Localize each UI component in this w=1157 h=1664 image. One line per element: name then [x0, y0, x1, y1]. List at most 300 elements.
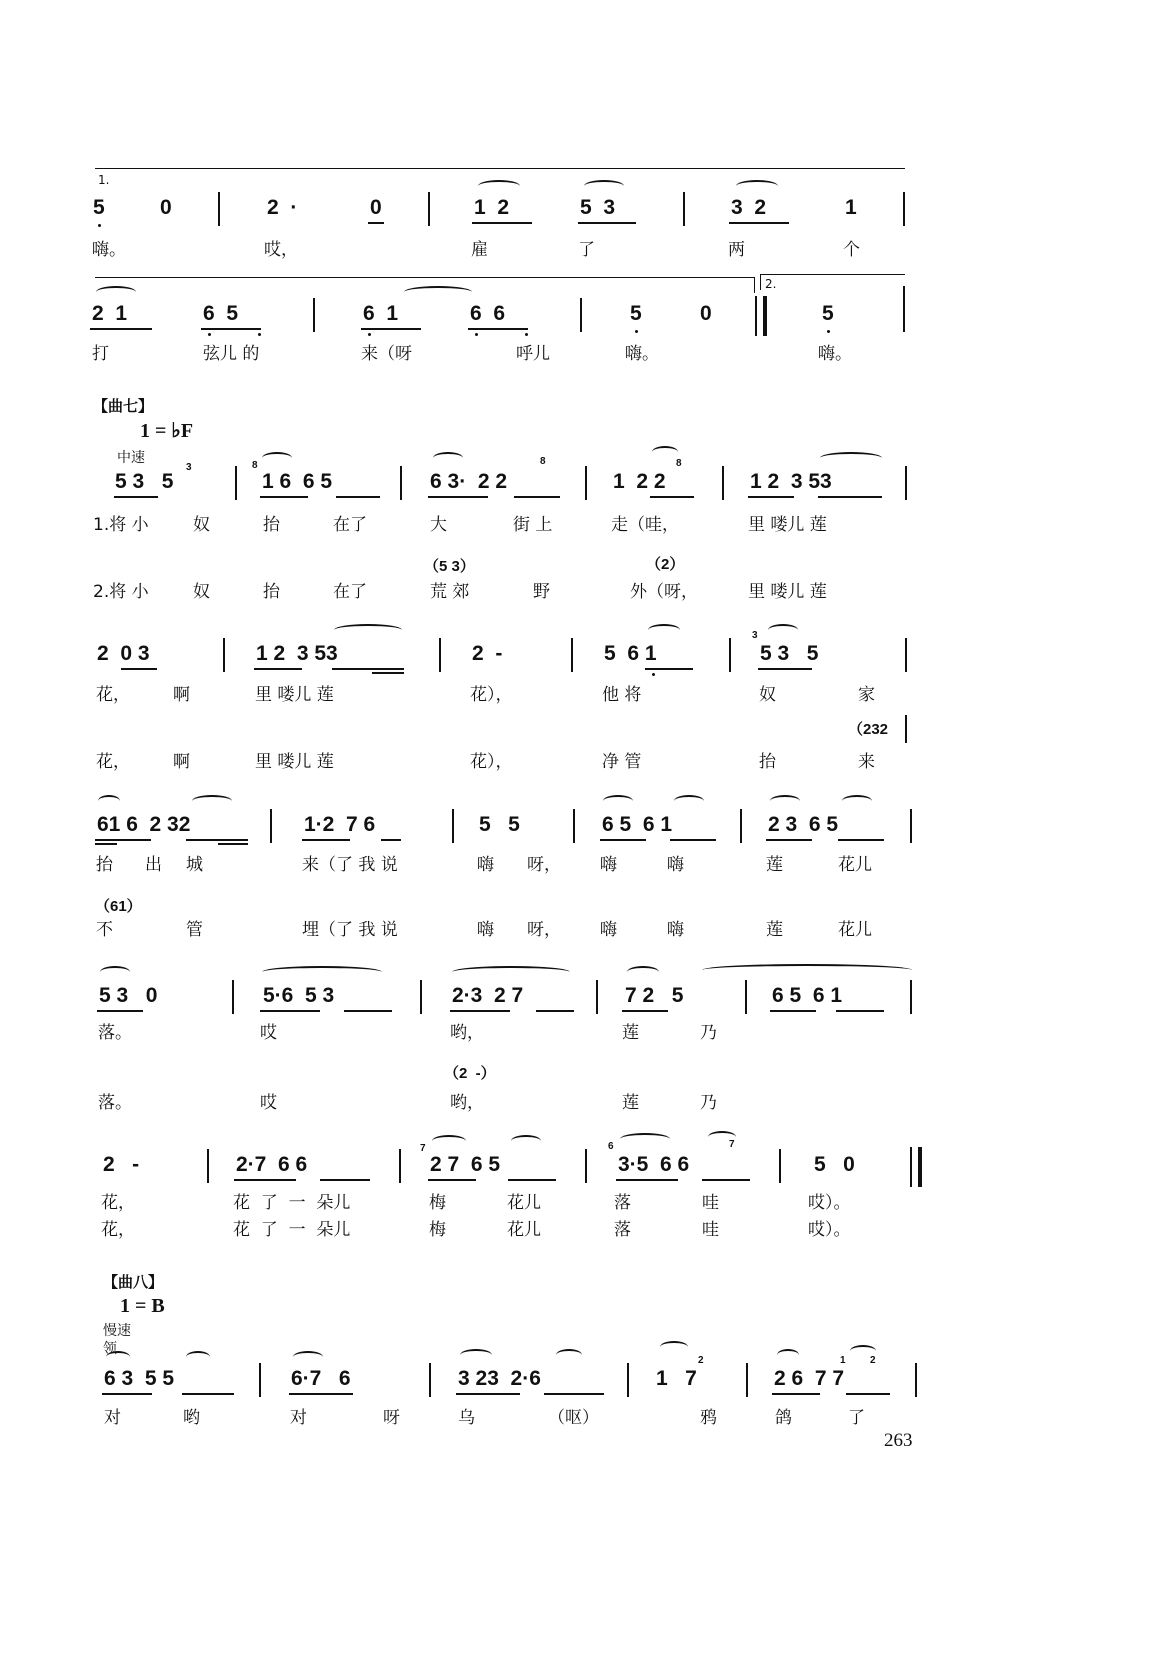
lyric: 埋（了 我 说	[302, 920, 398, 940]
lyric: 在了	[333, 515, 367, 535]
lyric: 外（呀，	[630, 582, 698, 602]
lyric: 花儿	[838, 920, 872, 940]
grace-note: 8	[540, 456, 546, 467]
underline	[456, 1393, 520, 1395]
lyric: 花），	[470, 685, 513, 705]
barline	[420, 980, 422, 1014]
lyric: 哎	[260, 1093, 277, 1113]
low-octave-dot	[827, 330, 830, 333]
barline	[207, 1149, 209, 1183]
notes-6-5: 6 5	[203, 302, 239, 325]
underline	[336, 496, 380, 498]
slur	[262, 966, 382, 978]
lyric: 个	[843, 240, 860, 260]
lyric: 莲	[766, 920, 783, 940]
lyric: 花，	[101, 1220, 135, 1240]
lyric: 2.将 小	[93, 582, 149, 602]
lyric: 家	[858, 685, 875, 705]
lyric: 哇	[702, 1220, 719, 1240]
lyric: 嗨。	[625, 344, 659, 364]
lyric: 哟	[183, 1408, 200, 1428]
low-octave-dot	[258, 333, 261, 336]
notes: 3 23 2·6	[458, 1367, 541, 1390]
section-title-qu8: 【曲八】	[103, 1273, 164, 1291]
notes: 5 3 5	[760, 642, 819, 665]
barline	[779, 1149, 781, 1183]
slur	[98, 795, 120, 807]
lyric: 打	[92, 344, 109, 364]
slur	[736, 180, 778, 192]
barline	[910, 809, 912, 843]
notes: 1 2 3 53	[750, 470, 832, 493]
slur	[556, 1349, 582, 1361]
underline	[381, 839, 401, 841]
underline	[361, 328, 421, 330]
slur	[842, 795, 872, 807]
notes: 2 7 6 5	[430, 1153, 501, 1176]
tempo-marking: 中速	[117, 450, 145, 466]
key-signature: 1 = B	[120, 1295, 165, 1317]
underline	[97, 1010, 143, 1012]
lyric: 落。	[98, 1093, 132, 1113]
note-rest: 0	[160, 196, 172, 219]
lyric: 来（了 我 说	[302, 855, 398, 875]
underline	[838, 839, 884, 841]
lyric: 哎）。	[808, 1193, 851, 1213]
lyric: 弦儿 的	[203, 344, 260, 364]
barline	[585, 1149, 587, 1183]
barline	[400, 466, 402, 500]
slur	[460, 1349, 492, 1361]
lyric: 来（呀	[361, 344, 412, 364]
grace-note: 2	[698, 1355, 704, 1366]
barline	[429, 1363, 431, 1397]
notes: 1 2 3 53	[256, 642, 338, 665]
barline	[729, 638, 731, 672]
lyric: 啊	[173, 685, 190, 705]
barline	[722, 466, 724, 500]
slur	[768, 624, 798, 636]
slur	[674, 795, 704, 807]
underline	[260, 496, 308, 498]
slur	[186, 1351, 210, 1363]
lyric: 梅	[429, 1193, 446, 1213]
barline	[745, 980, 747, 1014]
lyric: 两	[728, 240, 745, 260]
barline	[571, 638, 573, 672]
lyric: 来	[858, 752, 875, 772]
key-signature: 1 = ♭F	[140, 420, 194, 442]
lyric: 野	[533, 582, 550, 602]
slur	[433, 452, 463, 464]
lyric: 嗨	[667, 920, 684, 940]
underline	[508, 1179, 556, 1181]
volta-1-label: 1.	[98, 173, 110, 187]
note-5: 5	[93, 196, 105, 219]
slur	[603, 795, 633, 807]
barline	[903, 192, 905, 226]
slur	[432, 1135, 466, 1147]
underline	[428, 1179, 476, 1181]
underline	[344, 1010, 392, 1012]
notes: 6·7 6	[291, 1367, 351, 1390]
note-rest: 0	[370, 196, 382, 219]
underline	[182, 1393, 234, 1395]
repeat-end-barline	[755, 296, 767, 336]
slur	[660, 1341, 688, 1353]
note-rest: 0	[700, 302, 712, 325]
slur	[106, 1351, 130, 1363]
lyric: 了	[848, 1408, 865, 1428]
notes: 1 7	[656, 1367, 697, 1390]
underline	[766, 839, 812, 841]
slur	[334, 624, 402, 636]
grace-note: 3	[752, 630, 758, 641]
lyric: 街 上	[513, 515, 553, 535]
notes: 1 6 6 5	[262, 470, 333, 493]
barline	[270, 809, 272, 843]
lyric: 花），	[470, 752, 513, 772]
lyric: 花 了 一 朵儿	[233, 1220, 351, 1240]
notes: 3·5 6 6	[618, 1153, 690, 1176]
underline	[702, 1179, 750, 1181]
underline	[95, 843, 117, 845]
underline	[186, 839, 248, 841]
note-2-dotted: 2 ·	[267, 196, 298, 219]
notes: 7 2 5	[625, 984, 684, 1007]
underline	[836, 1010, 884, 1012]
notation-line-cont-1	[0, 196, 1157, 236]
underline	[670, 839, 716, 841]
lyric: 抬	[759, 752, 776, 772]
barline	[439, 638, 441, 672]
lyric: 乃	[700, 1093, 717, 1113]
slur	[293, 1351, 323, 1363]
barline	[585, 466, 587, 500]
lyric: 梅	[429, 1220, 446, 1240]
grace-note: 7	[420, 1143, 426, 1154]
notes: 5 6 1	[604, 642, 657, 665]
lyric: 花儿	[507, 1220, 541, 1240]
barline	[452, 809, 454, 843]
lyric: 鸽	[775, 1408, 792, 1428]
lyric: 里 喽儿 莲	[255, 685, 334, 705]
lyric: 里 喽儿 莲	[748, 582, 827, 602]
slur	[262, 452, 292, 464]
volta-1-bracket-top	[95, 168, 905, 169]
alt-notes: （2 -）	[444, 1065, 496, 1082]
underline	[372, 672, 404, 674]
lyric: 哟，	[450, 1023, 484, 1043]
underline	[600, 839, 646, 841]
lyric: 1.将 小	[93, 515, 149, 535]
lyric: 嗨	[477, 855, 494, 875]
underline	[114, 496, 158, 498]
slur	[708, 1131, 736, 1143]
role-marking: 领	[103, 1341, 117, 1357]
notation-line-qu7-2	[0, 630, 1157, 682]
lyric: 花，	[96, 685, 130, 705]
notes: 2 6 7 7	[774, 1367, 845, 1390]
slur	[652, 446, 678, 458]
lyric: 花，	[96, 752, 130, 772]
notes: 2 -	[103, 1153, 140, 1176]
lyric: 管	[186, 920, 203, 940]
lyric: 了	[578, 240, 595, 260]
low-octave-dot	[525, 333, 528, 336]
grace-note: 6	[608, 1141, 614, 1152]
notes: 2 3 6 5	[768, 813, 839, 836]
notes: 6 5 6 1	[602, 813, 673, 836]
low-octave-dot	[475, 333, 478, 336]
lyric: 抬	[263, 582, 280, 602]
underline	[578, 222, 636, 224]
lyric: 花儿	[507, 1193, 541, 1213]
lyric: 抬	[96, 855, 113, 875]
lyric: 嗨	[600, 920, 617, 940]
notes: 2·3 2 7	[452, 984, 524, 1007]
underline	[201, 328, 261, 330]
slur	[452, 966, 570, 978]
note-5: 5	[630, 302, 642, 325]
notation-line-qu7-4	[0, 984, 1157, 1024]
lyric: 雇	[471, 240, 488, 260]
lyric: 落	[614, 1193, 631, 1213]
slur	[620, 1133, 670, 1145]
underline	[260, 1010, 320, 1012]
barline	[903, 286, 905, 332]
lyric: 呀	[383, 1408, 400, 1428]
notes: 5 0	[814, 1153, 855, 1176]
page-number: 263	[884, 1430, 913, 1451]
slur	[511, 1135, 541, 1147]
lyric: 里 喽儿 莲	[748, 515, 827, 535]
underline	[320, 1179, 370, 1181]
slur	[820, 452, 882, 464]
lyric: 他 将	[602, 685, 642, 705]
underline	[616, 1179, 678, 1181]
underline	[622, 1010, 668, 1012]
notation-line-qu8-1	[0, 1355, 1157, 1407]
volta-2-bracket-top	[760, 274, 905, 275]
alt-notes: （232	[848, 721, 889, 738]
notes: 1·2 7 6	[304, 813, 376, 836]
barline	[573, 809, 575, 843]
notes: 5 5	[479, 813, 520, 836]
lyric: 呼儿	[516, 344, 550, 364]
underline	[121, 668, 157, 670]
underline	[772, 1393, 820, 1395]
lyric: 落	[614, 1220, 631, 1240]
notes: 2 0 3	[97, 642, 150, 665]
notes-6-6: 6 6	[470, 302, 506, 325]
barline	[905, 466, 907, 500]
barline	[313, 298, 315, 332]
note-1: 1	[845, 196, 857, 219]
barline	[905, 715, 907, 743]
underline	[102, 1393, 152, 1395]
notes: 2 -	[472, 642, 503, 665]
notation-line-cont-2	[0, 302, 1157, 342]
tempo-marking: 慢速	[103, 1323, 131, 1339]
lyric: 莲	[766, 855, 783, 875]
notes-6-1: 6 1	[363, 302, 399, 325]
slur	[478, 180, 520, 192]
slur	[770, 795, 800, 807]
lyric: 净 管	[602, 752, 642, 772]
notation-line-qu7-5	[0, 1139, 1157, 1193]
lyric: 呀，	[527, 855, 561, 875]
lyric: 哎	[260, 1023, 277, 1043]
lyric: 莲	[622, 1023, 639, 1043]
notes-1-2: 1 2	[474, 196, 510, 219]
lyric: 对	[104, 1408, 121, 1428]
underline	[472, 222, 532, 224]
lyric: 乌	[458, 1408, 475, 1428]
lyric: 呀，	[527, 920, 561, 940]
barline	[910, 980, 912, 1014]
notes-5-3: 5 3	[580, 196, 616, 219]
lyric: 抬	[263, 515, 280, 535]
lyric: 走（哇，	[611, 515, 679, 535]
lyric: 花儿	[838, 855, 872, 875]
alt-notes: （2）	[646, 556, 685, 573]
lyric: 不	[96, 920, 113, 940]
lyric: 嗨	[600, 855, 617, 875]
underline	[302, 839, 350, 841]
final-barline	[910, 1147, 922, 1187]
volta-2-label: 2.	[765, 277, 777, 291]
slur	[627, 966, 659, 978]
underline	[289, 1393, 353, 1395]
underline	[729, 222, 789, 224]
lyric: 出	[145, 855, 162, 875]
underline	[846, 1393, 890, 1395]
low-octave-dot	[208, 333, 211, 336]
notation-line-qu7-3	[0, 813, 1157, 853]
barline	[580, 298, 582, 332]
slur	[404, 286, 472, 298]
slur	[777, 1349, 799, 1361]
lyric: 鸦	[700, 1408, 717, 1428]
lyric: 奴	[759, 685, 776, 705]
grace-note: 1	[840, 1355, 846, 1366]
barline	[740, 809, 742, 843]
lyric: 嗨	[667, 855, 684, 875]
underline	[544, 1393, 604, 1395]
barline	[223, 638, 225, 672]
lyric: 城	[186, 855, 203, 875]
grace-note: 7	[729, 1139, 735, 1150]
lyric: 哎，	[264, 240, 298, 260]
low-octave-dot	[652, 673, 655, 676]
lyric: 奴	[193, 582, 210, 602]
barline	[683, 192, 685, 226]
volta-2-start	[760, 274, 761, 290]
underline	[368, 222, 384, 224]
alt-notes: （61）	[95, 898, 142, 915]
notes: 5 3 5	[115, 470, 174, 493]
lyric: 哎）。	[808, 1220, 851, 1240]
lyric: 荒 郊	[430, 582, 470, 602]
barline	[235, 466, 237, 500]
underline	[536, 1010, 574, 1012]
lyric: 花 了 一 朵儿	[233, 1193, 351, 1213]
lyric: 大	[430, 515, 447, 535]
lyric: 里 喽儿 莲	[255, 752, 334, 772]
underline	[748, 496, 794, 498]
underline	[450, 1010, 510, 1012]
lyric: 嗨	[477, 920, 494, 940]
low-octave-dot	[368, 333, 371, 336]
slur	[702, 964, 912, 976]
lyric: 哇	[702, 1193, 719, 1213]
barline	[915, 1363, 917, 1397]
grace-note: 3	[186, 462, 192, 473]
grace-note: 8	[252, 460, 258, 471]
underline	[758, 668, 812, 670]
barline	[428, 192, 430, 226]
lyric: 哟，	[450, 1093, 484, 1113]
barline	[746, 1363, 748, 1397]
underline	[428, 496, 488, 498]
grace-note: 2	[870, 1355, 876, 1366]
slur	[648, 624, 680, 636]
underline	[95, 839, 151, 841]
notes: 5 3 0	[99, 984, 158, 1007]
lyric: 莲	[622, 1093, 639, 1113]
notes: 6 5 6 1	[772, 984, 843, 1007]
note-5: 5	[822, 302, 834, 325]
barline	[399, 1149, 401, 1183]
low-octave-dot	[635, 330, 638, 333]
underline	[645, 668, 693, 670]
underline	[254, 668, 302, 670]
lyric: 嗨。	[92, 240, 126, 260]
underline	[90, 328, 152, 330]
notes: 6 3 5 5	[104, 1367, 175, 1390]
lyric: 嗨。	[818, 344, 852, 364]
barline	[596, 980, 598, 1014]
lyric: 花，	[101, 1193, 135, 1213]
grace-note: 8	[676, 458, 682, 469]
barline	[232, 980, 234, 1014]
alt-notes: （5 3）	[424, 558, 475, 575]
notes: 5·6 5 3	[263, 984, 335, 1007]
barline	[905, 638, 907, 672]
barline	[627, 1363, 629, 1397]
notes-3-2: 3 2	[731, 196, 767, 219]
underline	[818, 496, 882, 498]
lyric: 落。	[98, 1023, 132, 1043]
slur	[584, 180, 624, 192]
lyric: 对	[290, 1408, 307, 1428]
notes-2-1: 2 1	[92, 302, 128, 325]
lyric: （呕）	[548, 1408, 599, 1428]
lyric: 奴	[193, 515, 210, 535]
volta-bracket-line	[95, 277, 755, 278]
slur	[96, 286, 136, 298]
underline	[218, 843, 248, 845]
underline	[514, 496, 560, 498]
lyric: 在了	[333, 582, 367, 602]
slur	[192, 795, 232, 807]
slur	[100, 966, 130, 978]
underline	[770, 1010, 816, 1012]
notes: 1 2 2	[613, 470, 666, 493]
notes: 61 6 2 32	[97, 813, 191, 836]
barline	[218, 192, 220, 226]
